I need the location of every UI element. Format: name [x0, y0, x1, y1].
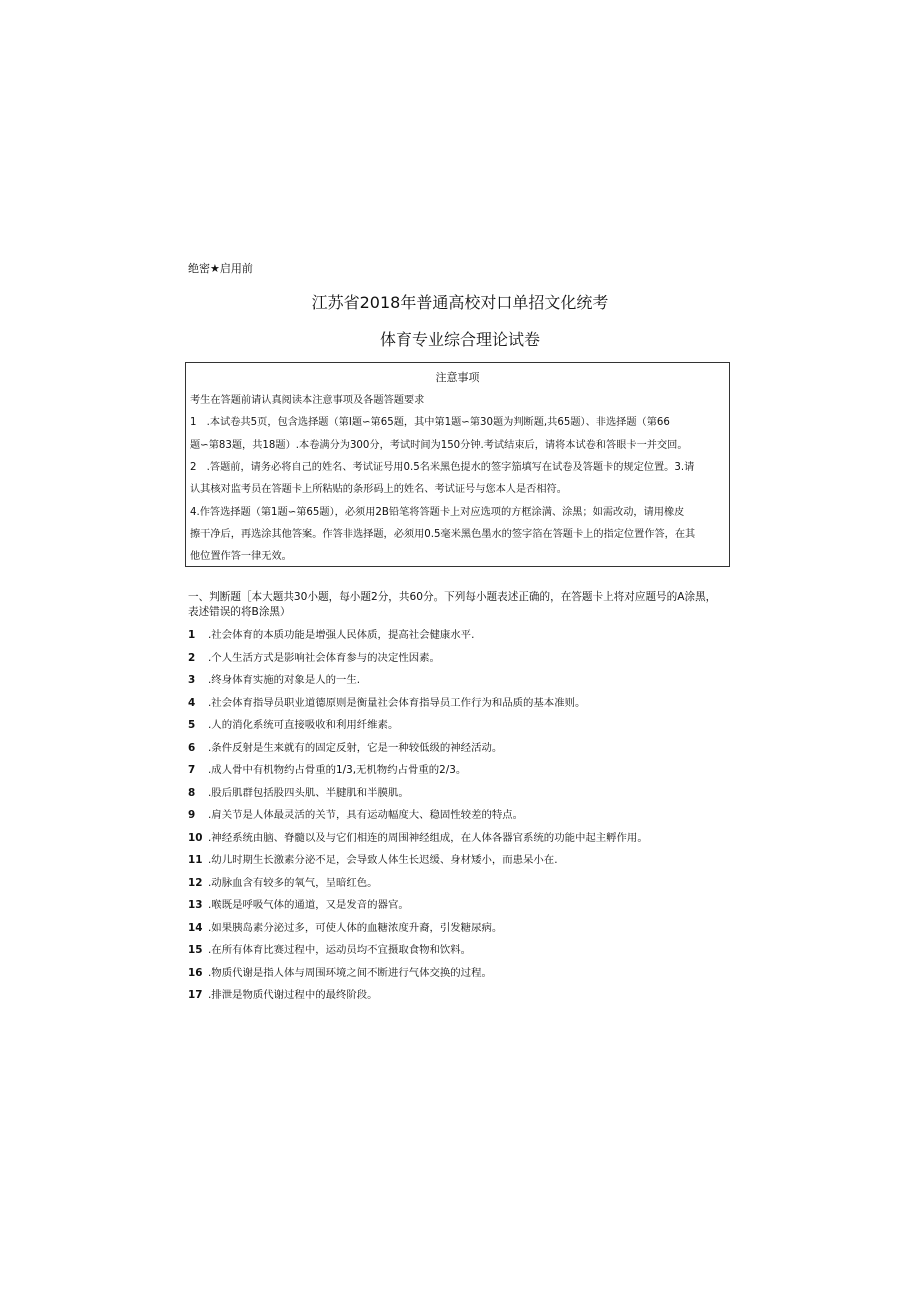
question-text: .排泄是物质代谢过程中的最终阶段。: [208, 989, 378, 1001]
question-number: 8: [188, 786, 196, 799]
exam-subtitle: 体育专业综合理论试卷: [379, 330, 540, 349]
question-item: [188, 651, 733, 674]
question-number: 17: [188, 989, 203, 1001]
exam-title: 江苏省2018年普通高校对口单招文化统考: [311, 293, 609, 312]
question-text: .动脉血含有较多的氧气，呈暗红色。: [208, 876, 378, 889]
question-number: 5: [188, 719, 196, 731]
question-text: .神经系统由脑、脊髓以及与它们相连的周围神经组成，在人体各器官系统的功能中起主孵作用。: [208, 831, 648, 844]
question-text: .社会体育指导员职业道德原则是衡量社会体育指导员工作行为和品质的基本准则。: [208, 696, 586, 709]
question-number: 7: [188, 764, 196, 776]
secret-label: 绝密★启用前: [188, 262, 253, 275]
question-item: [188, 718, 733, 741]
question-number: 4: [188, 696, 196, 709]
notice-line: 认其核对监考员在答题卡上所粘贴的条形码上的姓名、考试证号与您本人是否相符。: [190, 484, 567, 495]
question-number: 12: [188, 876, 203, 889]
section-heading-line1: 一、判断题［本大题共30小题，每小题2分，共60分。下列每小题表述正确的，在答题卡上将对应题号的A涂黑，: [188, 591, 717, 603]
notice-line: 题∽第83题，共18题）.本卷满分为300分，考试时间为150分钟.考试结束后，请将本试卷和答眼卡一并交回。: [190, 440, 688, 451]
question-text: .个人生活方式是影响社会体育参与的决定性因素。: [208, 651, 440, 664]
question-item: [188, 741, 733, 764]
notice-line: 考生在答题前请认真阅读本注意事项及各题答题要求: [190, 395, 425, 406]
question-item: [188, 763, 733, 786]
notice-line: 4.作答选择题（第1题∽第65题），必须用2B铅笔将答题卡上对应选项的方框涂满、涂黑；如需改动，请用橡皮: [190, 507, 685, 518]
question-item: [188, 696, 733, 719]
question-item: [188, 853, 733, 876]
notice-heading: 注意事项: [435, 371, 480, 384]
question-text: .股后肌群包括股四头肌、半腱肌和半膜肌。: [208, 786, 409, 799]
question-item: [188, 786, 733, 809]
question-item: [188, 988, 733, 1011]
question-text: .社会体育的本质功能是增强人民体质，提高社会健康水平.: [208, 629, 475, 641]
notice-line: 他位置作答一律无效。: [190, 551, 292, 562]
question-number: 11: [188, 854, 203, 866]
notice-line: 1 .本试卷共5页，包含选择题（第I题∽第65题，其中第1题∽第30题为判断题,共65题）、非选择题（第66: [190, 417, 670, 428]
question-item: [188, 831, 733, 854]
question-text: .在所有体育比赛过程中，运动员均不宜摄取食物和饮料。: [208, 944, 472, 956]
question-number: 10: [188, 831, 203, 844]
notice-box: [185, 362, 730, 567]
question-number: 2: [188, 651, 196, 664]
question-item: [188, 943, 733, 966]
question-number: 13: [188, 899, 203, 911]
notice-line: 擦干净后，再选涂其他答案。作答非选择题，必须用0.5毫米黑色墨水的签字箔在答题卡上的指定位置作答，在其: [190, 529, 696, 540]
question-number: 6: [188, 741, 196, 754]
question-text: .人的消化系统可直接吸收和利用纤维素。: [208, 719, 399, 731]
question-item: [188, 808, 733, 831]
question-number: 1: [188, 629, 196, 641]
question-number: 14: [188, 921, 203, 934]
question-item: [188, 628, 733, 651]
question-text: .如果胰岛素分泌过多，可使人体的血糖浓度升裔，引发糖尿病。: [208, 921, 503, 934]
section-heading: [188, 590, 733, 620]
question-number: 16: [188, 966, 203, 979]
question-text: .条件反射是生来就有的固定反射，它是一种较低级的神经活动。: [208, 741, 503, 754]
question-list: [188, 628, 733, 1011]
question-item: [188, 898, 733, 921]
question-item: [188, 673, 733, 696]
question-item: [188, 876, 733, 899]
section-heading-line2: 表述错误的将B涂黑）: [188, 606, 291, 618]
question-text: .喉既是呼吸气体的通道，又是发音的器官。: [208, 899, 409, 911]
question-item: [188, 921, 733, 944]
question-text: .肩关节是人体最灵活的关节，具有运动幅度大、稳固性较差的特点。: [208, 809, 524, 821]
question-number: 9: [188, 809, 196, 821]
question-text: .成人骨中有机物约占骨重的1/3,无机物约占骨重的2/3。: [208, 764, 467, 776]
question-text: .幼儿时期生长激素分泌不足，会导致人体生长迟缓、身材矮小，而患呆小在.: [208, 854, 558, 866]
question-item: [188, 966, 733, 989]
notice-line: 2 .答题前，请务必将自己的姓名、考试证号用0.5名米黑色提水的签字笳填写在试卷及答题卡的规定位置。3.请: [190, 462, 695, 473]
question-text: .物质代谢是指人体与周围环境之间不断进行气体交换的过程。: [208, 966, 492, 979]
question-text: .终身体育实施的对象是人的一生.: [208, 674, 361, 686]
question-number: 15: [188, 944, 203, 956]
question-number: 3: [188, 674, 196, 686]
